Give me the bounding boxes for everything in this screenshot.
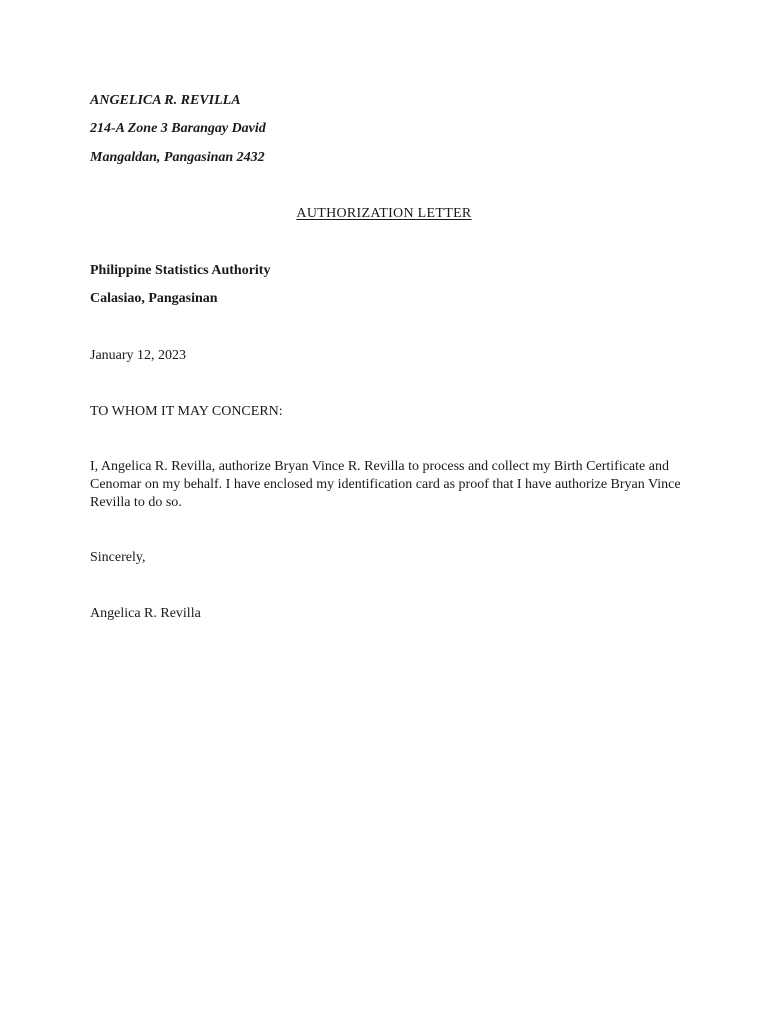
letter-title: AUTHORIZATION LETTER (296, 206, 472, 221)
sender-address-line2: Mangaldan, Pangasinan 2432 (90, 150, 265, 165)
sender-address-line1: 214-A Zone 3 Barangay David (90, 121, 266, 136)
recipient-org: Philippine Statistics Authority (90, 263, 271, 278)
salutation: TO WHOM IT MAY CONCERN: (90, 404, 283, 419)
letter-body: I, Angelica R. Revilla, authorize Bryan Vince R. Revilla to process and collect my Birth Certificate and Cenomar on my behalf. I have enclosed my identification card as proof that I have authorize Bryan Vince Revilla to do so. (90, 459, 681, 510)
signature-name: Angelica R. Revilla (90, 606, 201, 621)
letter-date: January 12, 2023 (90, 348, 187, 363)
closing: Sincerely, (90, 550, 146, 565)
sender-name: ANGELICA R. REVILLA (90, 93, 241, 108)
recipient-location: Calasiao, Pangasinan (90, 291, 218, 306)
